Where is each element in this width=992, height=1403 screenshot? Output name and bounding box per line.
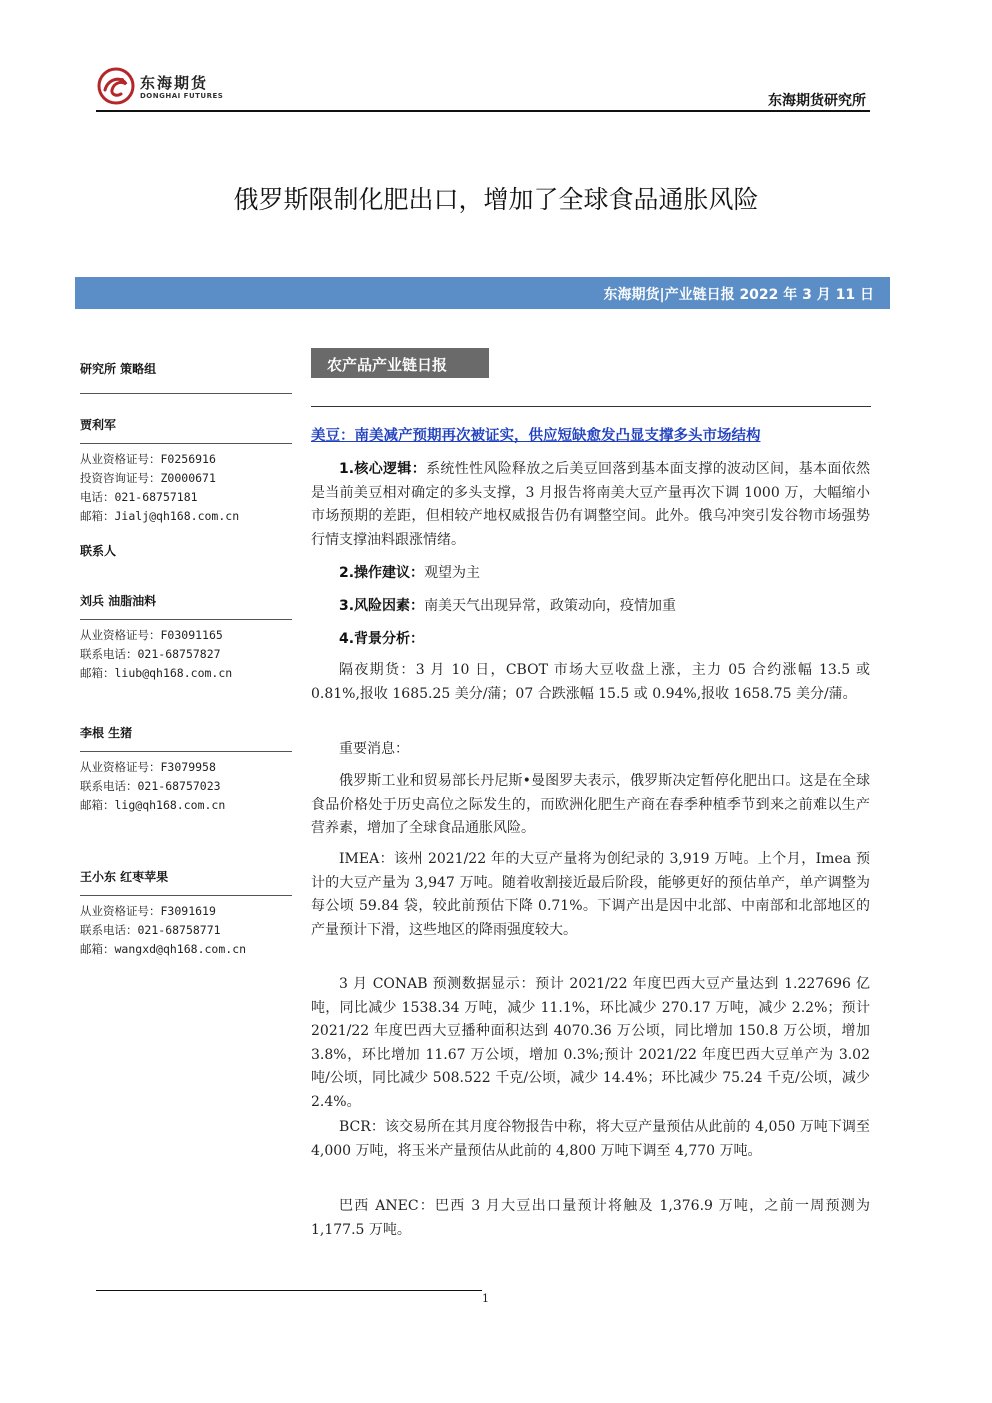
contact-email[interactable]: 邮箱：wangxd@qh168.com.cn bbox=[80, 942, 247, 956]
dragon-logo-icon bbox=[96, 66, 136, 106]
paragraph bbox=[311, 973, 870, 1114]
paragraph-bcr: BCR：该交易所在其月度谷物报告中称，将大豆产量预估从此前的 4,050 万吨下调至 4,000 万吨，将玉米产量预估从此前的 4,800 万吨下调至 4,770 万吨。 bbox=[311, 1119, 870, 1159]
contact-phone: 联系电话：021-68758771 bbox=[80, 923, 221, 937]
sidebar-dept-block bbox=[80, 360, 292, 394]
contact-name: 刘兵 油脂油料 bbox=[80, 592, 292, 620]
header-divider bbox=[96, 110, 870, 112]
logo-cn-text: 东海期货 bbox=[140, 74, 209, 92]
logo-en-text: DONGHAI FUTURES bbox=[140, 92, 224, 100]
paragraph bbox=[311, 659, 870, 706]
contacts-label-block bbox=[80, 542, 292, 569]
analyst-name: 贾利军 bbox=[80, 416, 292, 444]
contact-phone: 联系电话：021-68757023 bbox=[80, 779, 221, 793]
content-divider bbox=[311, 406, 871, 407]
paragraph bbox=[311, 1116, 870, 1163]
contact-phone: 联系电话：021-68757827 bbox=[80, 647, 221, 661]
contact-card bbox=[80, 592, 292, 683]
section-tab bbox=[311, 348, 489, 378]
background-label: 4.背景分析： bbox=[339, 631, 425, 647]
advice-label: 2.操作建议： bbox=[339, 565, 425, 581]
paragraph bbox=[311, 1195, 870, 1242]
core-logic bbox=[311, 458, 870, 552]
paragraph-russia: 俄罗斯工业和贸易部长丹尼斯•曼图罗夫表示，俄罗斯决定暂停化肥出口。这是在全球食品价格处于历史高位之际发生的，而欧洲化肥生产商在春季种植季节到来之前难以生产营养素，增加了全球食品通胀风险。 bbox=[311, 773, 870, 836]
paragraph bbox=[311, 848, 870, 942]
contact-name: 王小东 红枣苹果 bbox=[80, 868, 292, 896]
article-subtitle[interactable]: 美豆：南美减产预期再次被证实，供应短缺愈发凸显支撑多头市场结构 bbox=[311, 428, 761, 444]
contact-card bbox=[80, 724, 292, 815]
operation-advice bbox=[311, 562, 870, 586]
analyst-block bbox=[80, 416, 292, 526]
report-title: 俄罗斯限制化肥出口，增加了全球食品通胀风险 bbox=[233, 185, 759, 214]
footer-divider bbox=[96, 1290, 482, 1291]
section-tab-label: 农产品产业链日报 bbox=[327, 356, 448, 374]
sidebar-dept: 研究所 策略组 bbox=[80, 360, 292, 394]
contact-cert: 从业资格证号：F03091165 bbox=[80, 628, 223, 642]
contacts-label: 联系人 bbox=[80, 544, 117, 558]
contact-email[interactable]: 邮箱：lig@qh168.com.cn bbox=[80, 798, 226, 812]
analyst-phone: 电话：021-68757181 bbox=[80, 490, 198, 504]
paragraph-news-label: 重要消息： bbox=[339, 741, 409, 757]
banner-text: 东海期货|产业链日报 2022 年 3 月 11 日 bbox=[603, 287, 874, 303]
risk-label: 3.风险因素： bbox=[339, 598, 425, 614]
analyst-consult-cert: 投资咨询证号：Z0000671 bbox=[80, 471, 216, 485]
paragraph-anec: 巴西 ANEC：巴西 3 月大豆出口量预计将触及 1,376.9 万吨，之前一周预测为 1,177.5 万吨。 bbox=[311, 1198, 870, 1238]
core-logic-text: 系统性性风险释放之后美豆回落到基本面支撑的波动区间，基本面依然是当前美豆相对确定的多头支撑，3 月报告将南美大豆产量再次下调 1000 万，大幅缩小市场预期的差距，但相较产地权威报告仍有调整空间。此外。俄乌冲突引发谷物市场强势行情支撑油料跟涨情绪。 bbox=[311, 461, 871, 548]
paragraph bbox=[311, 770, 870, 841]
page-number: 1 bbox=[482, 1292, 489, 1305]
contact-cert: 从业资格证号：F3091619 bbox=[80, 904, 216, 918]
risk-text: 南美天气出现异常，政策动向，疫情加重 bbox=[424, 598, 677, 614]
risk-factors bbox=[311, 595, 870, 619]
paragraph-overnight: 隔夜期货：3 月 10 日，CBOT 市场大豆收盘上涨，主力 05 合约涨幅 13.5 或 0.81%,报收 1685.25 美分/蒲；07 合跌涨幅 15.5 或 0.94%,报收 1658.75 美分/蒲。 bbox=[311, 662, 870, 702]
header-org: 东海期货研究所 bbox=[768, 93, 866, 109]
report-banner bbox=[75, 277, 890, 309]
advice-text: 观望为主 bbox=[424, 565, 481, 581]
paragraph bbox=[311, 738, 870, 762]
paragraph-imea: IMEA：该州 2021/22 年的大豆产量将为创纪录的 3,919 万吨。上个月，Imea 预计的大豆产量为 3,947 万吨。随着收割接近最后阶段，能够更好的预估单产，单产调整为每公顷 59.84 袋，较此前预估下降 0.71%。下调产出是因中北部、中南部和北部地区的产量预计下滑，这些地区的降雨强度较大。 bbox=[311, 851, 870, 938]
background-analysis bbox=[311, 628, 870, 652]
company-logo bbox=[96, 66, 256, 106]
analyst-cert: 从业资格证号：F0256916 bbox=[80, 452, 216, 466]
analyst-email[interactable]: 邮箱：Jialj@qh168.com.cn bbox=[80, 509, 240, 523]
contact-email[interactable]: 邮箱：liub@qh168.com.cn bbox=[80, 666, 233, 680]
core-logic-label: 1.核心逻辑： bbox=[339, 461, 427, 477]
contact-cert: 从业资格证号：F3079958 bbox=[80, 760, 216, 774]
paragraph-conab: 3 月 CONAB 预测数据显示：预计 2021/22 年度巴西大豆产量达到 1.227696 亿吨，同比减少 1538.34 万吨，减少 11.1%，环比减少 270.17 万吨，减少 2.2%；预计 2021/22 年度巴西大豆播种面积达到 4070.36 万公顷，同比增加 150.8 万公顷，增加 3.8%，环比增加 11.67 万公顷，增加 0.3%;预计 2021/22 年度巴西大豆单产为 3.02 吨/公顷，同比减少 508.522 千克/公顷，减少 14.4%；环比减少 75.24 千克/公顷，减少 2.4%。 bbox=[311, 976, 870, 1110]
contact-name: 李根 生猪 bbox=[80, 724, 292, 752]
contact-card bbox=[80, 868, 292, 959]
